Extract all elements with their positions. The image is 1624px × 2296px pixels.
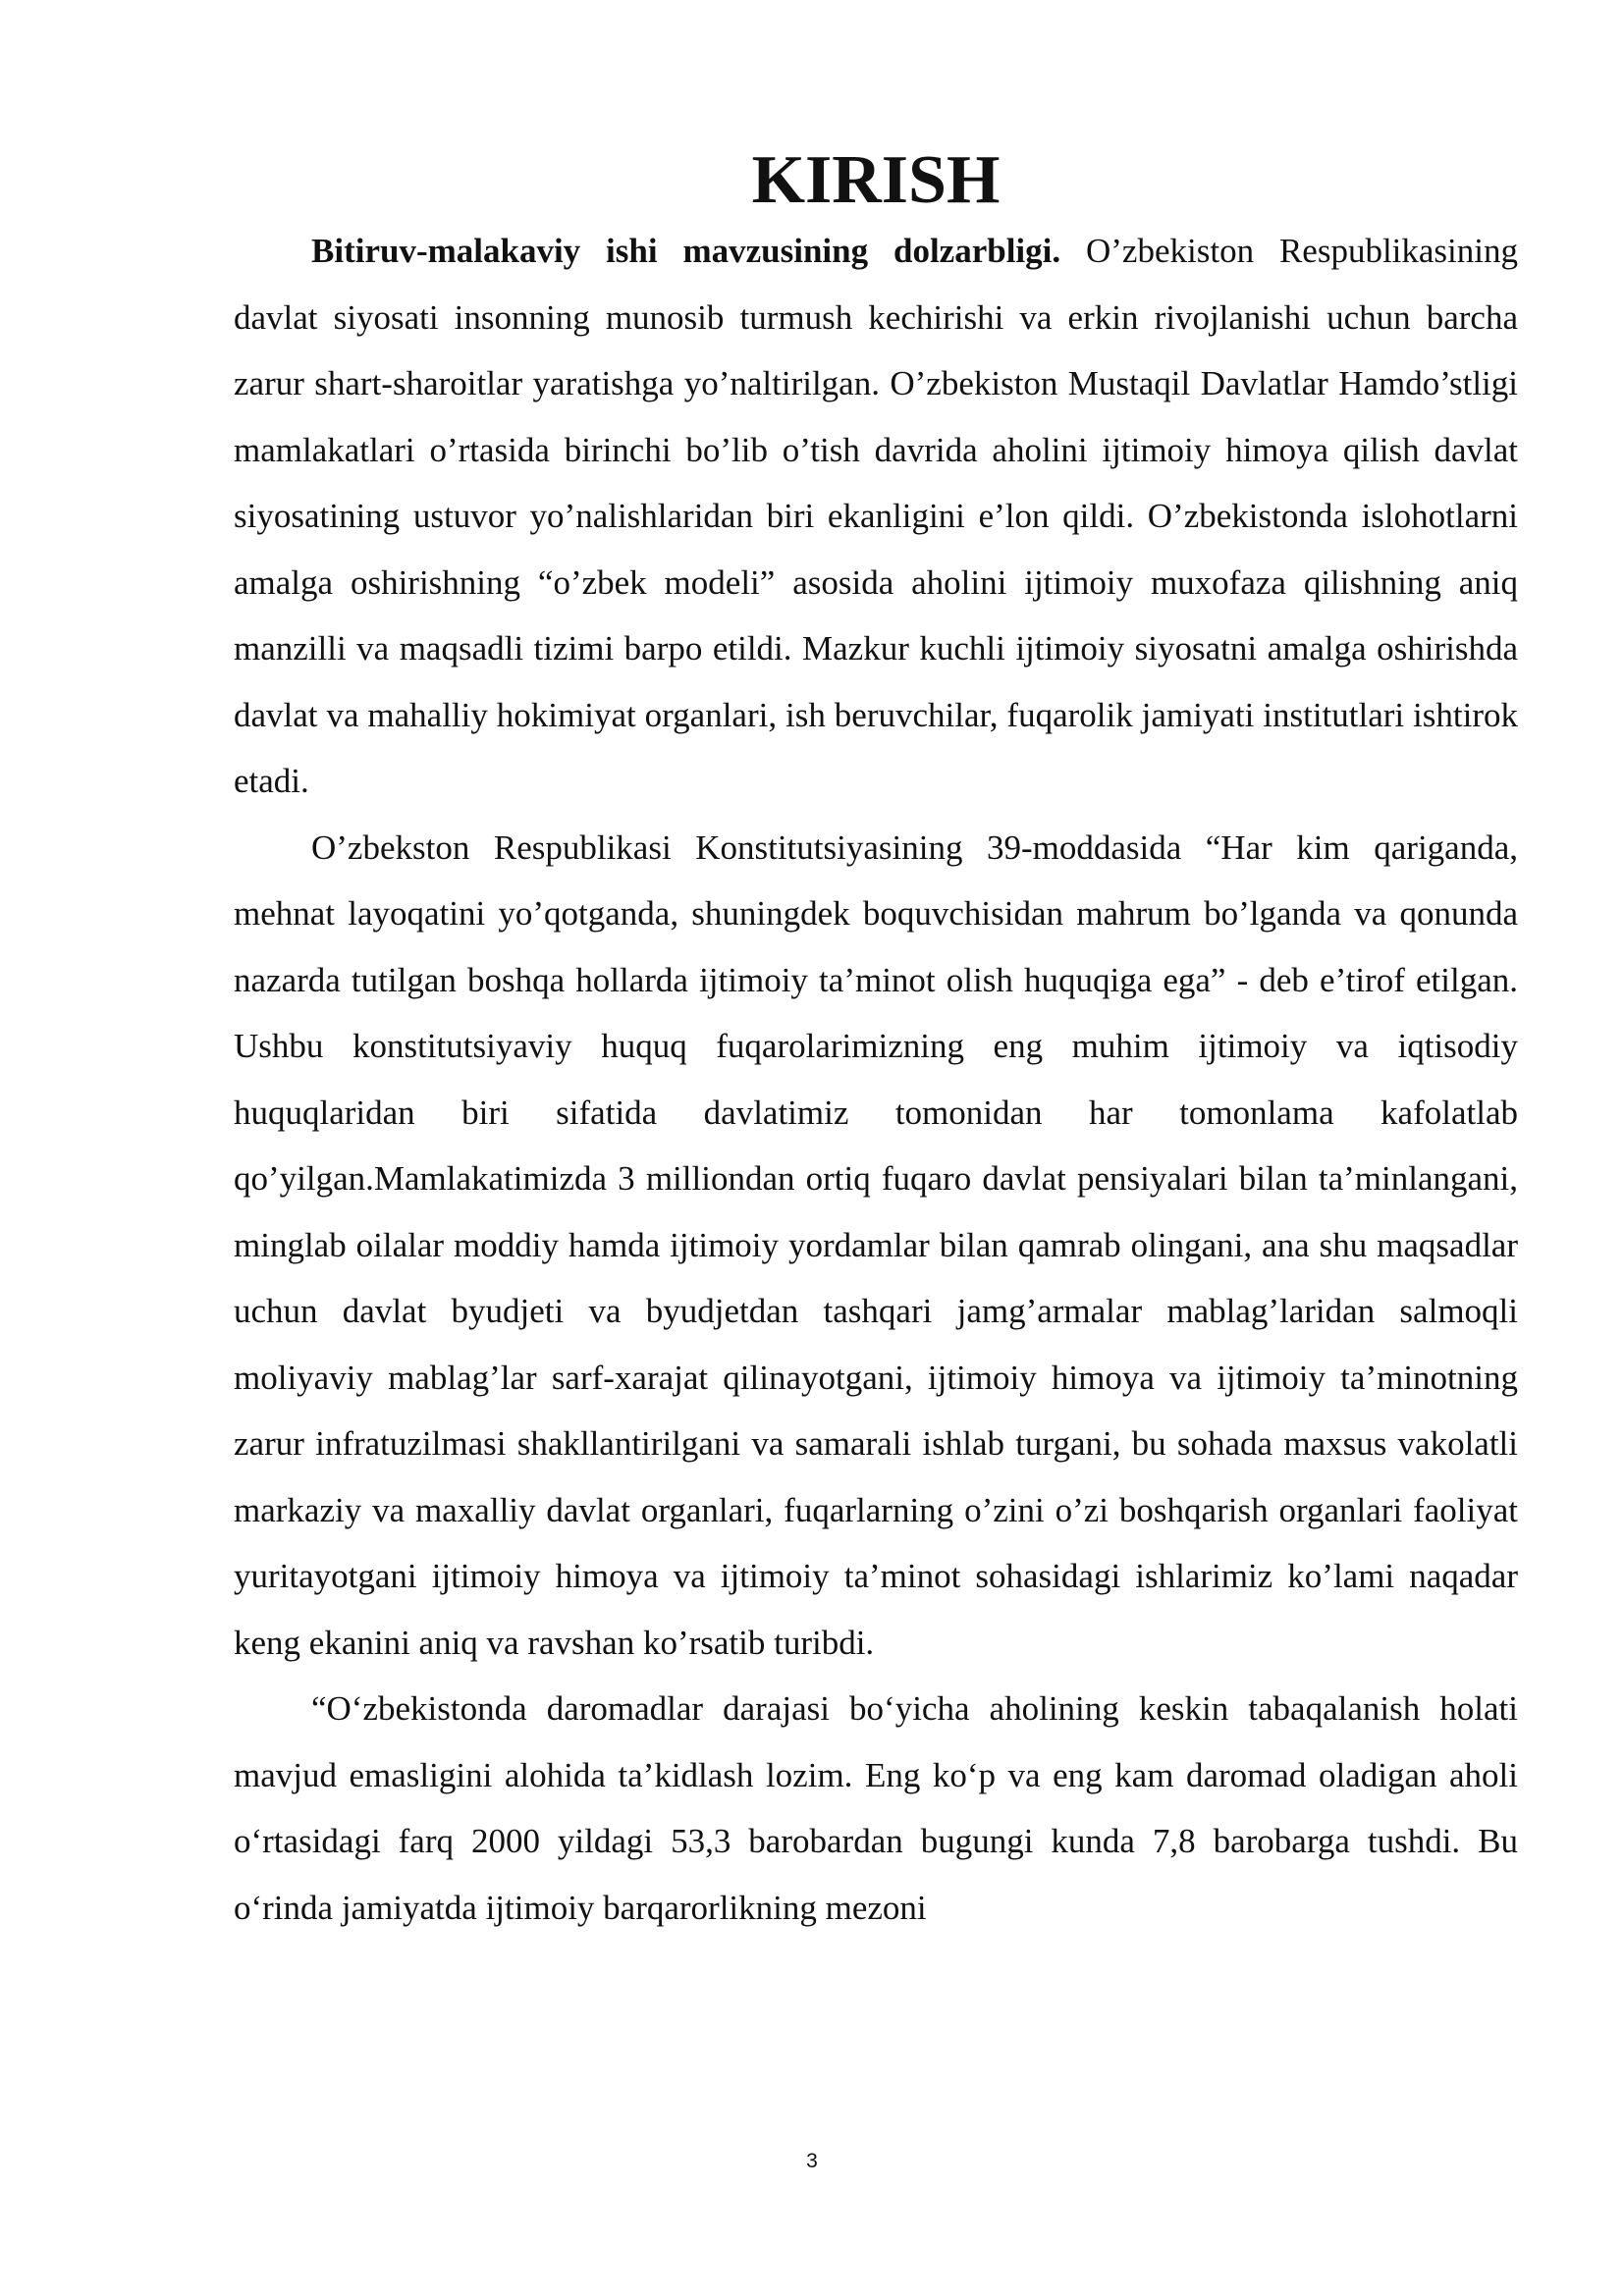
section-title: KIRISH — [751, 142, 1001, 218]
page-content — [234, 142, 1518, 1941]
paragraph-text: “O‘zbekistonda daromadlar darajasi bo‘yicha aholining keskin tabaqalanish holati mavjud emasligini alohida ta’kidlash lozim. Eng ko‘p va eng kam daromad oladigan aholi o‘rtasidagi farq 2000 yildagi 53,3 barobardan bugungi kunda 7,8 barobarga tushdi. Bu o‘rinda jamiyatda ijtimoiy barqarorlikning mezoni — [234, 1689, 1518, 1927]
paragraph-income — [234, 1676, 1518, 1941]
paragraph-relevance — [234, 218, 1518, 815]
paragraph-text: O’zbekiston Respublikasining davlat siyosati insonning munosib turmush kechirishi va erkin rivojlanishi uchun barcha zarur shart-sharoitlar yaratishga yo’naltirilgan. O’zbekiston Mustaqil Davlatlar Hamdo’stligi mamlakatlari o’rtasida birinchi bo’lib o’tish davrida aholini ijtimoiy himoya qilish davlat siyosatining ustuvor yo’nalishlaridan biri ekanligini e’lon qildi. O’zbekistonda islohotlarni amalga oshirishning “o’zbek modeli” asosida aholini ijtimoiy muxofaza qilishning aniq manzilli va maqsadli tizimi barpo etildi. Mazkur kuchli ijtimoiy siyosatni amalga oshirishda davlat va mahalliy hokimiyat organlari, ish beruvchilar, fuqarolik jamiyati institutlari ishtirok etadi. — [234, 232, 1518, 800]
paragraph-lead-heading: Bitiruv-malakaviy ishi mavzusining dolzarbligi. — [311, 232, 1061, 270]
paragraph-constitution — [234, 815, 1518, 1677]
paragraph-text: O’zbekston Respublikasi Konstitutsiyasining 39-moddasida “Har kim qariganda, mehnat layoqatini yo’qotganda, shuningdek boquvchisidan mahrum bo’lganda va qonunda nazarda tutilgan boshqa hollarda ijtimoiy ta’minot olish huquqiga ega” - deb e’tirof etilgan. Ushbu konstitutsiyaviy huquq fuqarolarimizning eng muhim ijtimoiy va iqtisodiy huquqlaridan biri sifatida davlatimiz tomonidan har tomonlama kafolatlab qo’yilgan.Mamlakatimizda 3 milliondan ortiq fuqaro davlat pensiyalari bilan ta’minlangani, minglab oilalar moddiy hamda ijtimoiy yordamlar bilan qamrab olingani, ana shu maqsadlar uchun davlat byudjeti va byudjetdan tashqari jamg’armalar mablag’laridan salmoqli moliyaviy mablag’lar sarf-xarajat qilinayotgani, ijtimoiy himoya va ijtimoiy ta’minotning zarur infratuzilmasi shakllantirilgani va samarali ishlab turgani, bu sohada maxsus vakolatli markaziy va maxalliy davlat organlari, fuqarlarning o’zini o’zi boshqarish organlari faoliyat yuritayotgani ijtimoiy himoya va ijtimoiy ta’minot sohasidagi ishlarimiz ko’lami naqadar keng ekanini aniq va ravshan ko’rsatib turibdi. — [234, 828, 1518, 1662]
page-number: 3 — [806, 2150, 818, 2172]
